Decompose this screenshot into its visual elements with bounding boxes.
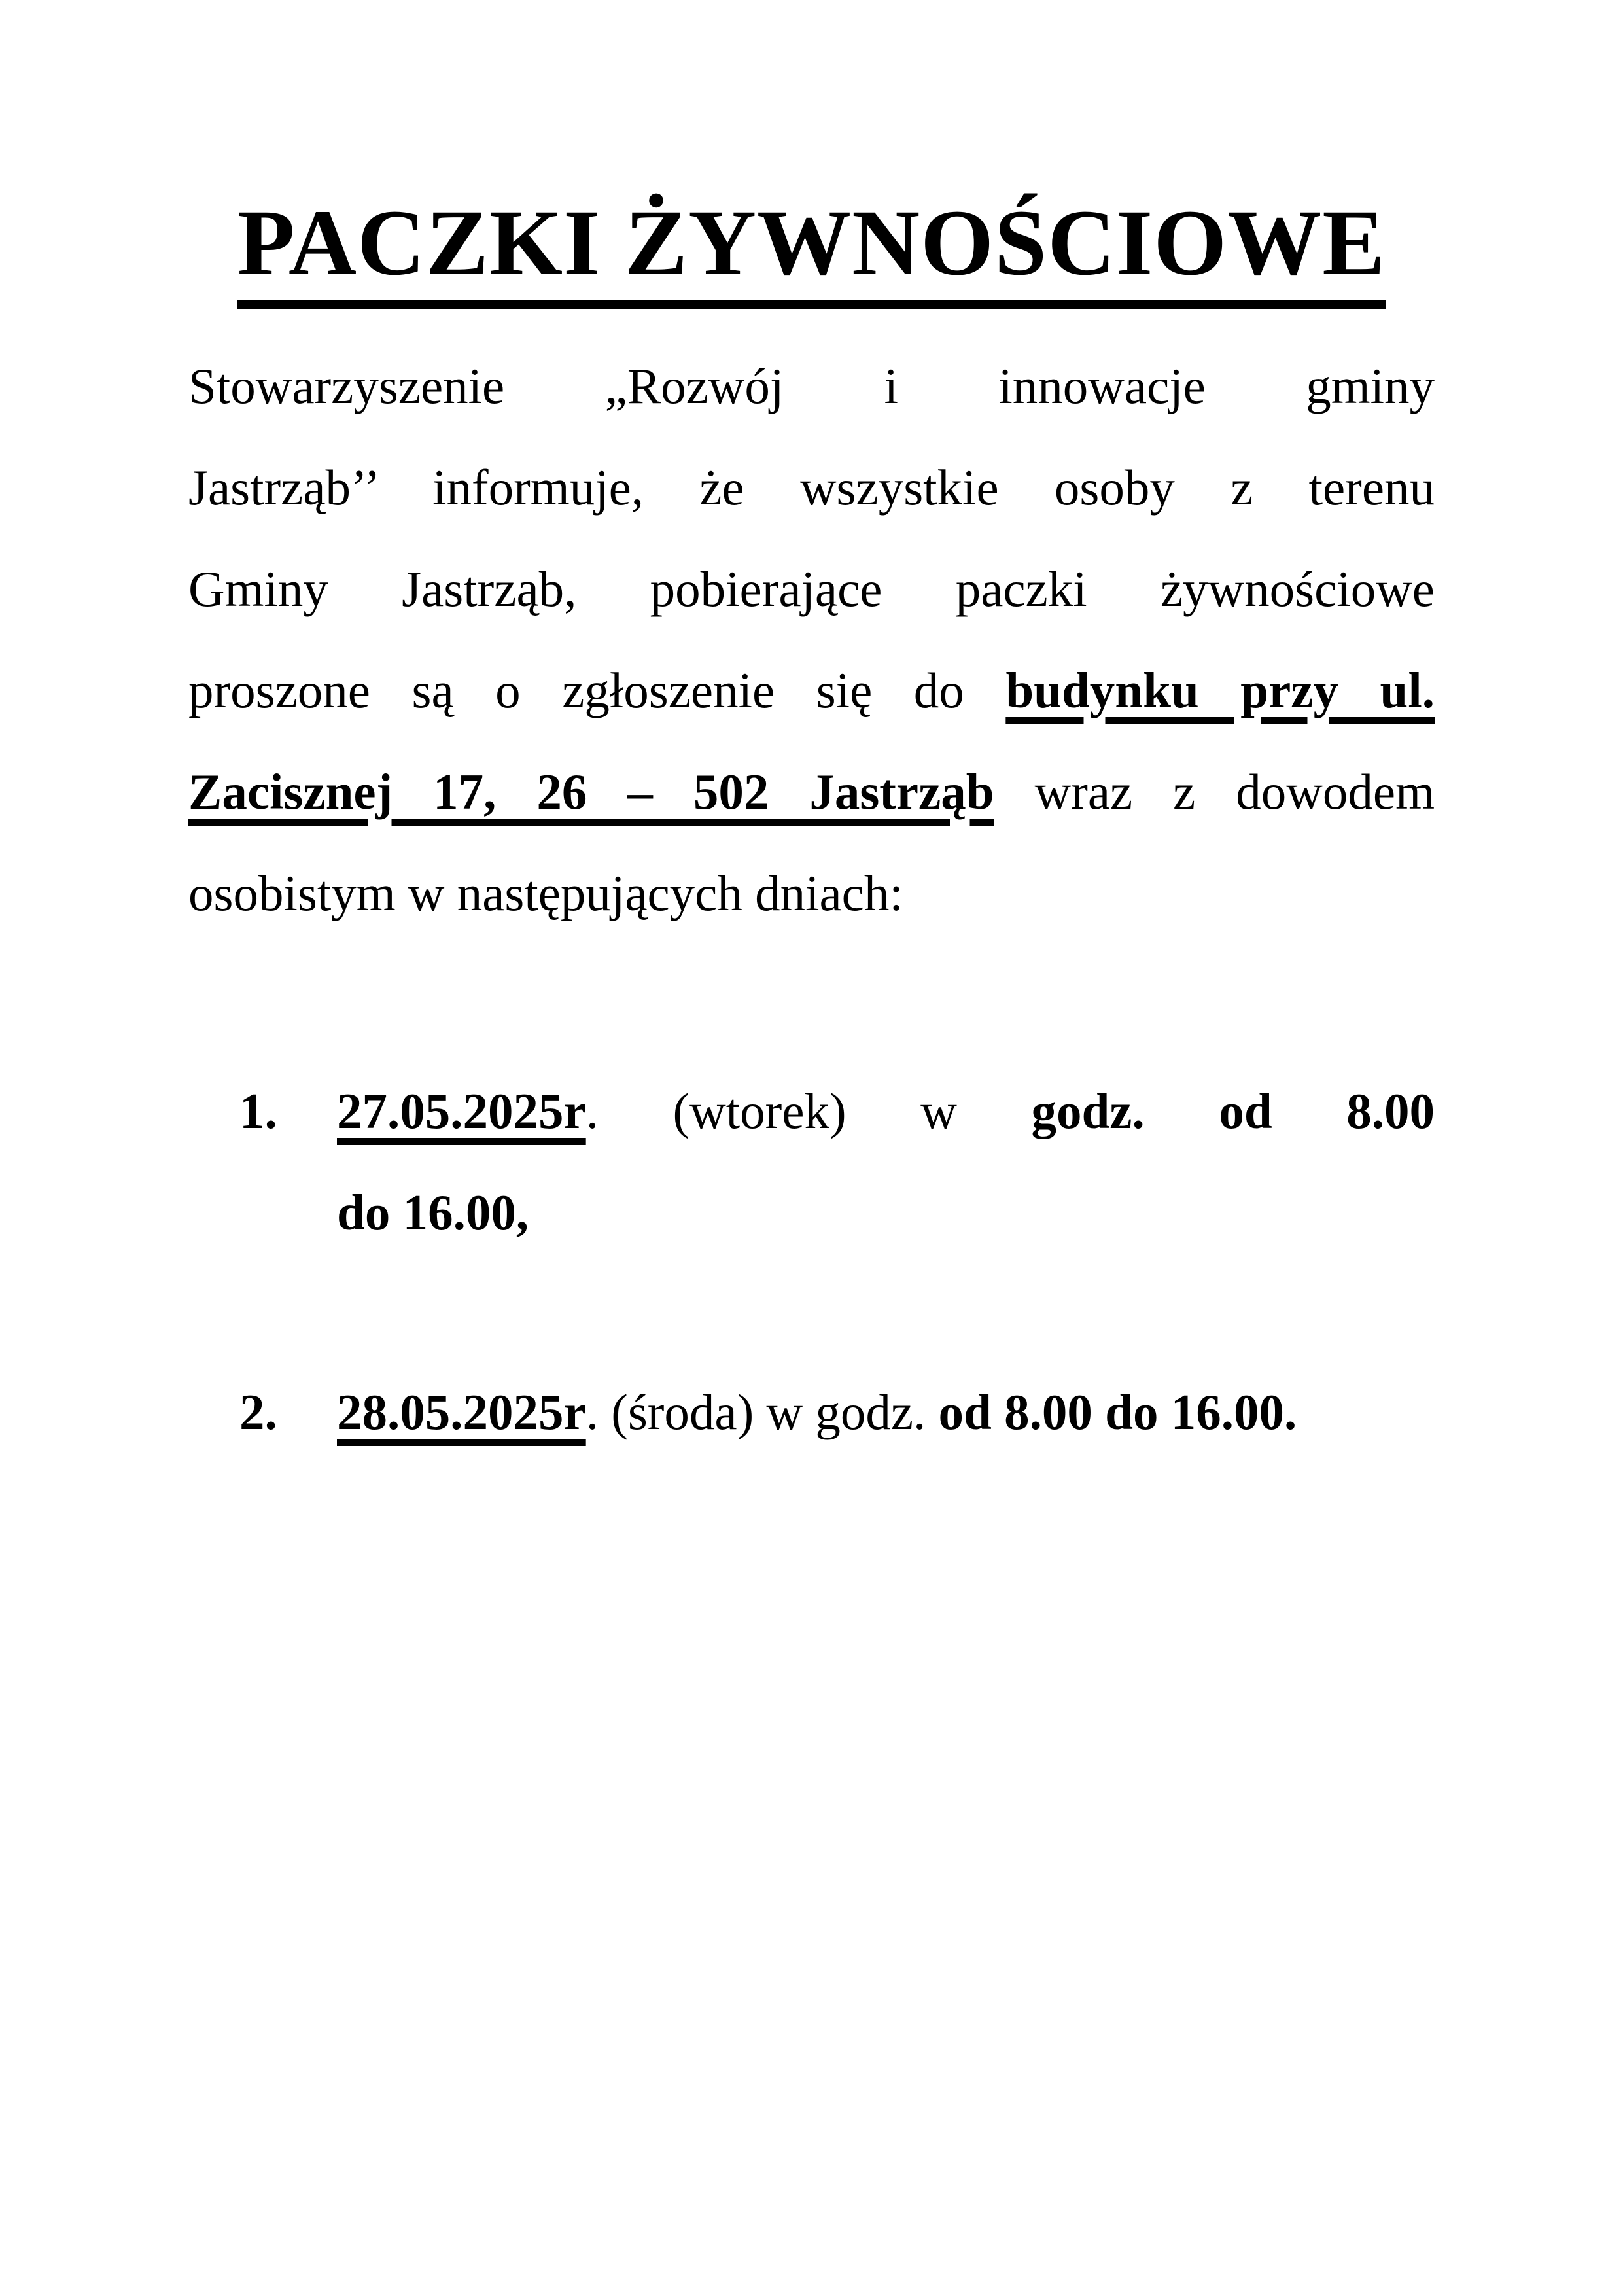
text-run: Gminy Jastrząb, pobierające paczki żywnościowe (188, 561, 1435, 617)
list-item-1-line-1 (337, 1061, 1435, 1162)
intro-line-2 (188, 437, 1435, 539)
text-run: Jastrząb’’ informuje, że wszystkie osoby z terenu (188, 459, 1435, 516)
text-run: . (wtorek) w (585, 1083, 1032, 1139)
text-run: proszone są o zgłoszenie się do (188, 662, 1006, 718)
intro-paragraph (188, 336, 1435, 944)
list-item-1 (188, 1061, 1435, 1263)
address-emphasis-part-1: budynku przy ul. (1005, 662, 1435, 718)
title-row (188, 191, 1435, 309)
list-item-1-number: 1. (239, 1083, 277, 1139)
intro-line-4 (188, 640, 1435, 741)
intro-line-3 (188, 539, 1435, 640)
intro-line-5 (188, 741, 1435, 843)
hours-1-part-1: godz. od 8.00 (1031, 1083, 1435, 1139)
text-run: osobistym w następujących dniach: (188, 865, 903, 921)
hours-2: od 8.00 do 16.00. (938, 1384, 1297, 1440)
page-title: PACZKI ŻYWNOŚCIOWE (237, 196, 1386, 309)
intro-line-6 (188, 843, 1435, 944)
list-item-2 (188, 1362, 1435, 1463)
text-run: . (środa) w godz. (585, 1384, 939, 1440)
list-item-1-line-2 (337, 1162, 1435, 1263)
hours-1-part-2: do 16.00, (337, 1184, 529, 1241)
list-item-2-line-1 (337, 1362, 1435, 1463)
text-run: Stowarzyszenie „Rozwój i innowacje gminy (188, 358, 1435, 414)
intro-line-1 (188, 336, 1435, 437)
date-1: 27.05.2025r (337, 1083, 586, 1139)
date-2: 28.05.2025r (337, 1384, 586, 1440)
schedule-list (188, 1061, 1435, 1463)
address-emphasis-part-2: Zacisznej 17, 26 – 502 Jastrząb (188, 764, 994, 820)
text-run: wraz z dowodem (994, 764, 1435, 820)
list-item-2-number: 2. (239, 1384, 277, 1440)
